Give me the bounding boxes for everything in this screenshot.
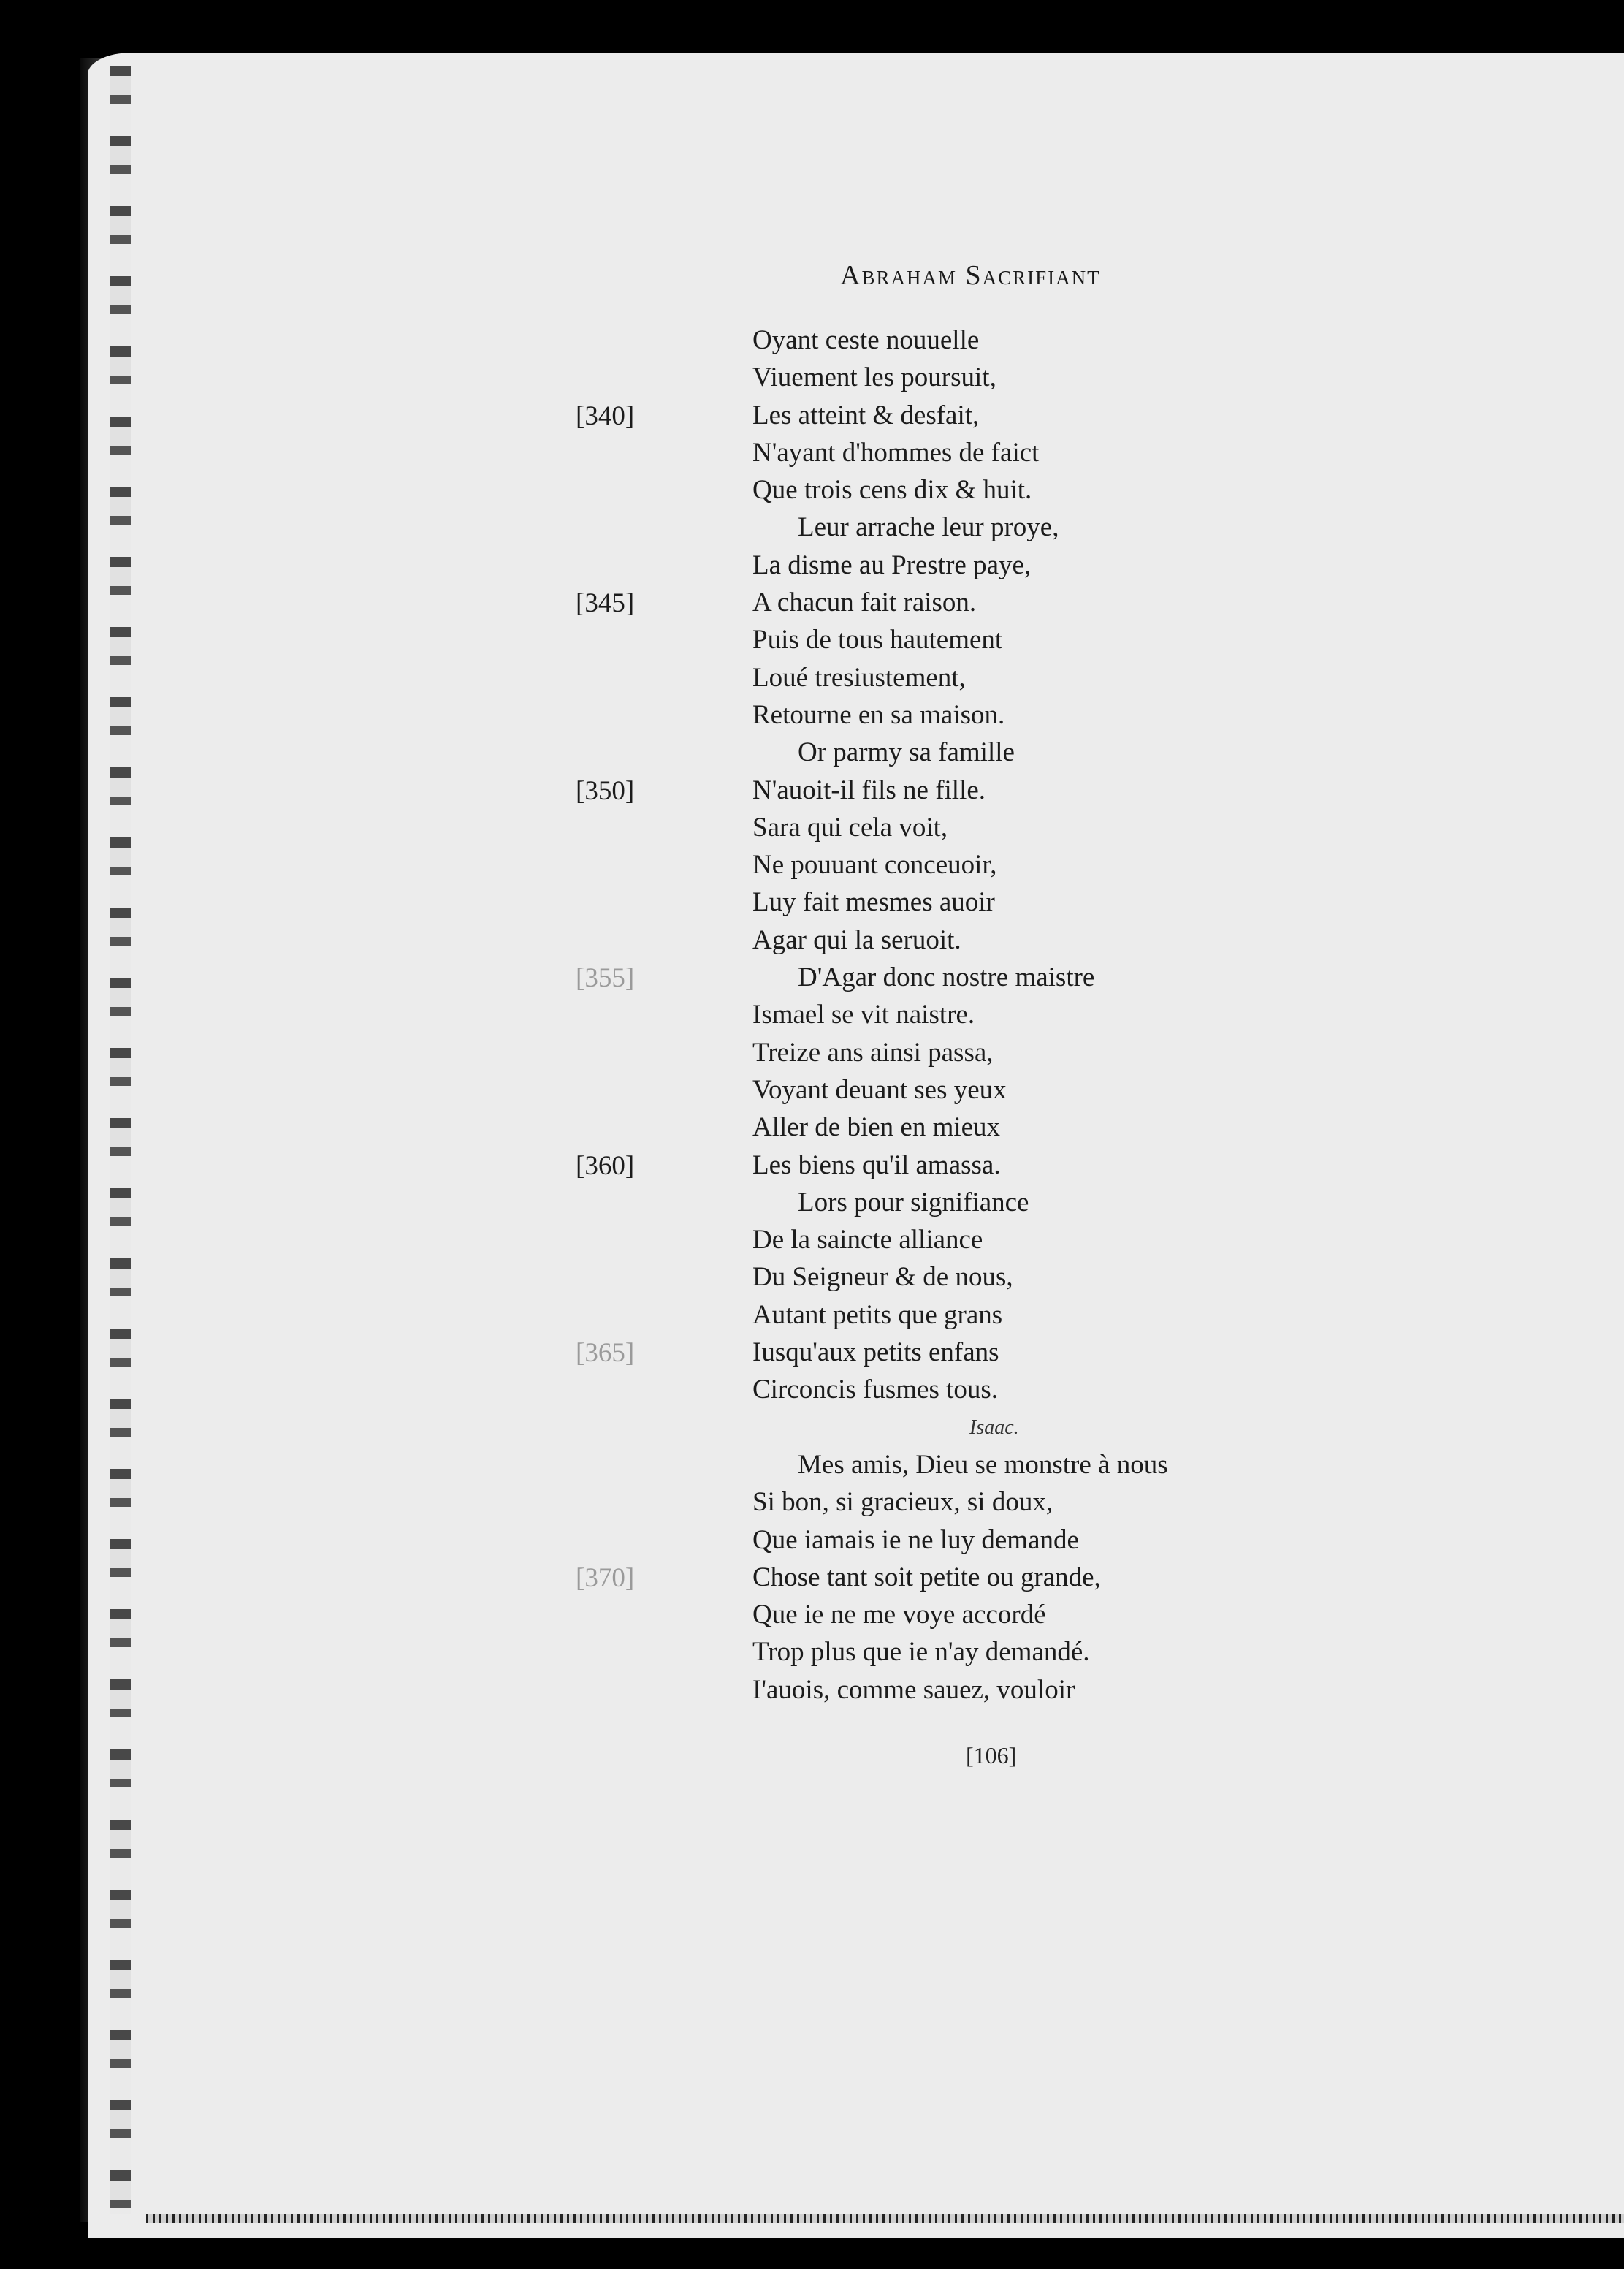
verse-line: Viuement les poursuit, <box>752 362 996 393</box>
verse-line: Loué tresiustement, <box>752 662 966 693</box>
running-head: Abraham Sacrifiant <box>840 260 1101 291</box>
verse-line: Leur arrache leur proye, <box>798 512 1059 543</box>
verse-line: La disme au Prestre paye, <box>752 550 1032 580</box>
verse-line: Circoncis fusmes tous. <box>752 1375 999 1405</box>
page-number: [106] <box>966 1742 1017 1768</box>
verse-line: Iusqu'aux petits enfans <box>752 1337 999 1368</box>
verse-line: N'auoit-il fils ne fille. <box>752 775 986 805</box>
verse-line: Or parmy sa famille <box>798 737 1015 768</box>
verse-line: Trop plus que ie n'ay demandé. <box>752 1637 1090 1668</box>
verse-line: Mes amis, Dieu se monstre à nous <box>798 1449 1168 1480</box>
line-number: [370] <box>576 1562 635 1593</box>
verse-line: Les atteint & desfait, <box>752 400 980 430</box>
page-bottom-edge <box>146 2214 1624 2223</box>
verse-line: D'Agar donc nostre maistre <box>798 962 1095 993</box>
line-number: [350] <box>576 775 635 806</box>
verse-line: A chacun fait raison. <box>752 588 977 618</box>
verse-line: Voyant deuant ses yeux <box>752 1074 1007 1105</box>
verse-line: Autant petits que grans <box>752 1299 1003 1330</box>
verse-line: Aller de bien en mieux <box>752 1112 1001 1143</box>
verse-line: Puis de tous hautement <box>752 625 1003 655</box>
verse-line: Chose tant soit petite ou grande, <box>752 1562 1101 1592</box>
verse-line: I'auois, comme sauez, vouloir <box>752 1674 1075 1705</box>
line-number: [345] <box>576 588 635 619</box>
verse-line: Que iamais ie ne luy demande <box>752 1524 1079 1555</box>
verse-line: Oyant ceste nouuelle <box>752 325 980 355</box>
line-number: [365] <box>576 1338 635 1369</box>
verse-line: Sara qui cela voit, <box>752 812 948 843</box>
verse-line: Lors pour signifiance <box>798 1187 1029 1217</box>
line-number: [360] <box>576 1150 635 1181</box>
line-number: [355] <box>576 963 635 994</box>
speaker-name: Isaac. <box>969 1415 1019 1439</box>
verse-line: Que ie ne me voye accordé <box>752 1600 1046 1630</box>
line-number: [340] <box>576 400 635 431</box>
verse-line: De la saincte alliance <box>752 1225 983 1255</box>
verse-block <box>752 322 1337 1709</box>
verse-line: Agar qui la seruoit. <box>752 924 961 955</box>
verse-line: Que trois cens dix & huit. <box>752 475 1032 506</box>
verse-line: Retourne en sa maison. <box>752 699 1005 730</box>
verse-line: N'ayant d'hommes de faict <box>752 437 1040 468</box>
verse-line: Si bon, si gracieux, si doux, <box>752 1487 1053 1518</box>
verse-line: Les biens qu'il amassa. <box>752 1149 1001 1180</box>
page-gutter <box>110 66 131 2214</box>
verse-line: Du Seigneur & de nous, <box>752 1262 1013 1293</box>
verse-line: Treize ans ainsi passa, <box>752 1037 994 1068</box>
verse-line: Ismael se vit naistre. <box>752 1000 975 1030</box>
verse-line: Luy fait mesmes auoir <box>752 887 995 918</box>
verse-line: Ne pouuant conceuoir, <box>752 850 997 881</box>
